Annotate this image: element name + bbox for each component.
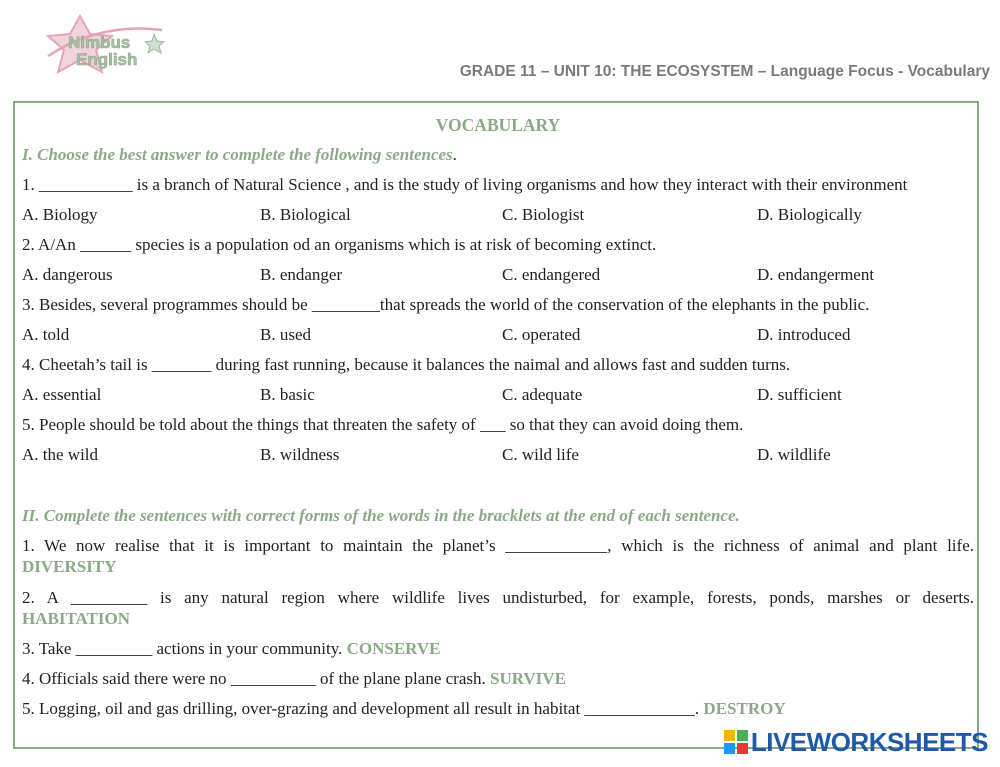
option-b[interactable]: B. endanger: [260, 265, 343, 284]
option-d[interactable]: D. wildlife: [757, 445, 831, 464]
word-form-keyword-3: CONSERVE: [346, 639, 441, 658]
word-form-item-5: [22, 694, 786, 724]
nimbus-english-logo: [40, 12, 170, 78]
liveworksheets-logo: [724, 727, 988, 757]
liveworksheets-icon: [724, 730, 748, 754]
option-b[interactable]: B. Biological: [260, 205, 351, 224]
page-header-title: GRADE 11 – UNIT 10: THE ECOSYSTEM – Language Focus - Vocabulary: [459, 63, 990, 80]
question-4-options: [22, 380, 974, 410]
question-5-options: [22, 440, 974, 470]
word-form-item-4: [22, 664, 566, 694]
word-form-text-3: 3. Take _________ actions in your community.: [22, 639, 343, 658]
section1-heading-text: I. Choose the best answer to complete the following sentences: [22, 145, 453, 164]
section1-heading: [22, 140, 457, 170]
section1-heading-end: .: [452, 145, 457, 164]
word-form-keyword-2: HABITATION: [22, 609, 131, 628]
question-4: 4. Cheetah’s tail is _______ during fast running, because it balances the naimal and allows fast and sudden turns.: [22, 355, 791, 374]
question-3-options: [22, 320, 974, 350]
option-a[interactable]: A. essential: [22, 385, 102, 404]
logo-line1: Nimbus: [68, 33, 131, 52]
word-form-text-4: 4. Officials said there were no __________ of the plane plane crash.: [22, 669, 486, 688]
option-a[interactable]: A. told: [22, 325, 70, 344]
word-form-keyword-4: SURVIVE: [489, 669, 566, 688]
word-form-keyword-5: DESTROY: [703, 699, 786, 718]
option-b[interactable]: B. wildness: [260, 445, 340, 464]
option-c[interactable]: C. Biologist: [502, 205, 585, 224]
question-2: 2. A/An ______ species is a population od an organisms which is at risk of becoming extinct.: [22, 235, 657, 254]
question-1: 1. ___________ is a branch of Natural Science , and is the study of living organisms and how they interact with their environment: [22, 175, 908, 194]
word-form-item-1: 1. We now realise that it is important to maintain the planet’s ____________, which is the richness of animal and plant life.: [22, 536, 974, 555]
section2-heading: II. Complete the sentences with correct forms of the words in the bracklets at the end of each sentence.: [22, 506, 740, 525]
question-2-options: [22, 260, 974, 290]
option-b[interactable]: B. basic: [260, 385, 315, 404]
option-d[interactable]: D. endangerment: [757, 265, 875, 284]
logo-line2: English: [76, 50, 138, 69]
option-c[interactable]: C. endangered: [502, 265, 601, 284]
star-logo-icon: [40, 12, 170, 78]
option-b[interactable]: B. used: [260, 325, 311, 344]
option-d[interactable]: D. sufficient: [757, 385, 842, 404]
option-c[interactable]: C. operated: [502, 325, 581, 344]
option-a[interactable]: A. Biology: [22, 205, 98, 224]
word-form-keyword-1: DIVERSITY: [22, 557, 117, 576]
option-d[interactable]: D. introduced: [757, 325, 851, 344]
question-5: 5. People should be told about the things that threaten the safety of ___ so that they can avoid doing them.: [22, 415, 744, 434]
question-1-options: [22, 200, 974, 230]
word-form-item-3: [22, 634, 440, 664]
worksheet-title: VOCABULARY: [435, 115, 561, 135]
liveworksheets-brand: LIVEWORKSHEETS: [750, 726, 988, 757]
option-a[interactable]: A. the wild: [22, 445, 99, 464]
option-d[interactable]: D. Biologically: [757, 205, 862, 224]
option-a[interactable]: A. dangerous: [22, 265, 113, 284]
option-c[interactable]: C. wild life: [502, 445, 579, 464]
question-3: 3. Besides, several programmes should be ________that spreads the world of the conservation of the elephants in the public.: [22, 295, 870, 314]
word-form-item-2: 2. A _________ is any natural region where wildlife lives undisturbed, for example, forests, ponds, marshes or deserts.: [22, 588, 974, 607]
word-form-text-5: 5. Logging, oil and gas drilling, over-grazing and development all result in habitat _____________.: [22, 699, 700, 718]
option-c[interactable]: C. adequate: [502, 385, 583, 404]
